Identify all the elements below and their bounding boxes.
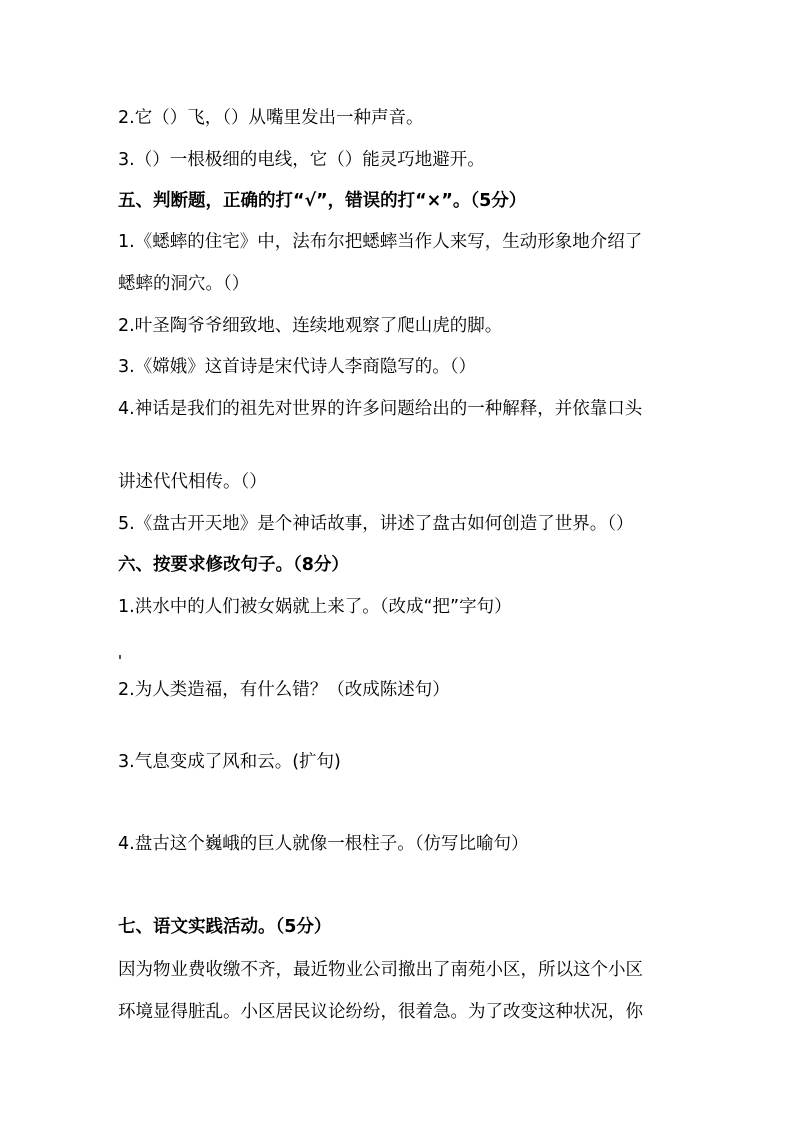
- practice-paragraph-line-1: 因为物业费收缴不齐，最近物业公司撤出了南苑小区，所以这个小区: [118, 960, 643, 980]
- judge-question-1-line-2: 蟋蟀的洞穴。（）: [118, 274, 250, 294]
- judge-question-3: 3.《嫦娥》这首诗是宋代诗人李商隐写的。（）: [118, 357, 476, 377]
- rewrite-question-4: 4.盘古这个巍峨的巨人就像一根柱子。（仿写比喻句）: [118, 834, 529, 854]
- fill-question-2: 2.它（）飞，（）从嘴里发出一种声音。: [118, 108, 424, 128]
- judge-question-1-line-1: 1.《蟋蟀的住宅》中，法布尔把蟋蟀当作人来写，生动形象地介绍了: [118, 232, 643, 252]
- judge-question-4-line-2: 讲述代代相传。（）: [118, 472, 267, 492]
- rewrite-question-2: 2.为人类造福，有什么错？（改成陈述句）: [118, 680, 450, 700]
- practice-paragraph-line-2: 环境显得脏乱。小区居民议论纷纷，很着急。为了改变这种状况，你: [118, 1002, 643, 1022]
- rewrite-question-1: 1.洪水中的人们被女娲就上来了。（改成“把”字句）: [118, 597, 512, 617]
- judge-question-2: 2.叶圣陶爷爷细致地、连续地观察了爬山虎的脚。: [118, 316, 503, 336]
- stray-mark: [119, 655, 121, 659]
- section-6-title: 六、按要求修改句子。（8分）: [118, 555, 349, 575]
- rewrite-question-3: 3.气息变成了风和云。(扩句): [118, 752, 341, 772]
- section-7-title: 七、语文实践活动。（5分）: [118, 917, 332, 937]
- judge-question-4-line-1: 4.神话是我们的祖先对世界的许多问题给出的一种解释，并依靠口头: [118, 399, 643, 419]
- fill-question-3: 3.（）一根极细的电线，它（）能灵巧地避开。: [118, 150, 485, 170]
- section-5-title: 五、判断题，正确的打“√”，错误的打“×”。（5分）: [118, 191, 527, 211]
- judge-question-5: 5.《盘古开天地》是个神话故事，讲述了盘古如何创造了世界。（）: [118, 514, 634, 534]
